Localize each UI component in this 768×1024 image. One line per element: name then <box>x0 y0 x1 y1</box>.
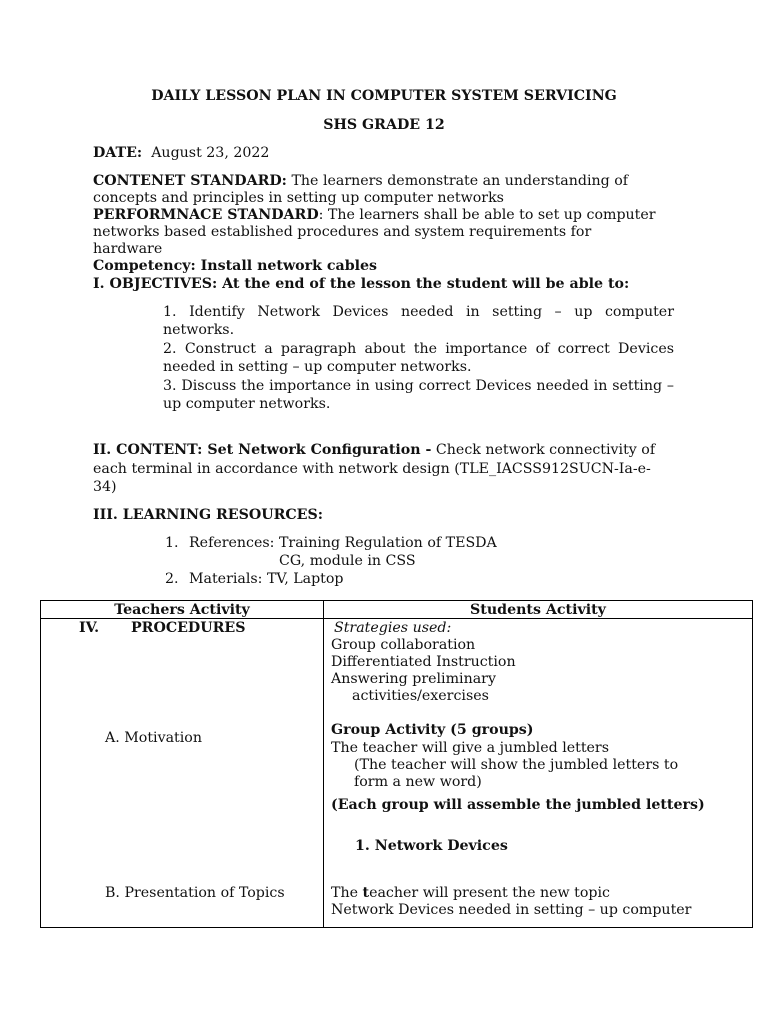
objective-item: 2. Construct a paragraph about the importance of correct Devices needed in setting – up computer networks. <box>163 340 674 376</box>
content-standard <box>93 173 628 207</box>
presentation-label: B. Presentation of Topics <box>105 885 285 901</box>
strategies-label: Strategies used: <box>334 620 452 636</box>
students-activity-cell <box>324 619 753 928</box>
performance-standard-text: : The learners shall be able to set up computer <box>318 207 656 223</box>
resource-item <box>165 571 344 587</box>
resource-text: Materials: TV, Laptop <box>189 571 344 587</box>
jumbled-note-2: form a new word) <box>354 774 482 790</box>
header-teachers-activity: Teachers Activity <box>41 601 324 619</box>
strategy-item: Differentiated Instruction <box>331 654 516 670</box>
jumbled-note: (The teacher will show the jumbled letters to <box>354 757 679 773</box>
teachers-activity-cell <box>41 619 324 928</box>
performance-standard-label: PERFORMNACE STANDARD <box>93 207 319 223</box>
presentation-text: The teacher will present the new topic <box>331 885 610 901</box>
resource-number: 1. <box>165 535 179 551</box>
performance-standard-text-2: networks based established procedures and system requirements for <box>93 224 592 240</box>
resource-item <box>165 535 497 551</box>
content-section <box>93 441 655 497</box>
header-students-activity: Students Activity <box>324 601 753 619</box>
objective-item: 3. Discuss the importance in using correct Devices needed in setting – up computer networks. <box>163 377 674 413</box>
procedures-number: IV. <box>79 620 100 636</box>
content-label: II. CONTENT: Set Network Configuration - <box>93 442 432 458</box>
presentation-text-2: Network Devices needed in setting – up computer <box>331 902 692 918</box>
objective-item: 1. Identify Network Devices needed in setting – up computer networks. <box>163 304 674 339</box>
jumbled-intro: The teacher will give a jumbled letters <box>331 740 610 756</box>
assemble-instruction: (Each group will assemble the jumbled letters) <box>331 797 705 813</box>
procedures-heading <box>79 620 245 636</box>
date-value: August 23, 2022 <box>151 145 270 161</box>
objectives-heading: I. OBJECTIVES: At the end of the lesson the student will be able to: <box>93 276 630 292</box>
resource-item: CG, module in CSS <box>279 553 416 569</box>
procedures-table <box>40 600 753 928</box>
objectives-list <box>163 303 674 413</box>
grade-level: SHS GRADE 12 <box>323 117 445 133</box>
performance-standard-text-3: hardware <box>93 241 163 257</box>
strategy-item: Answering preliminary <box>331 671 496 687</box>
document-title: DAILY LESSON PLAN IN COMPUTER SYSTEM SERVICING <box>151 88 617 104</box>
strategy-item: activities/exercises <box>352 688 489 704</box>
date-line <box>93 145 269 161</box>
resource-text: References: Training Regulation of TESDA <box>189 535 497 551</box>
content-text-2: each terminal in accordance with network design (TLE_IACSS912SUCN-Ia-e- <box>93 460 651 477</box>
content-text: Check network connectivity of <box>431 442 656 458</box>
content-standard-text: The learners demonstrate an understanding of <box>291 173 629 189</box>
performance-standard <box>93 207 656 258</box>
resource-number: 2. <box>165 571 179 587</box>
procedures-label: PROCEDURES <box>131 620 246 636</box>
content-standard-label: CONTENET STANDARD: <box>93 173 287 189</box>
group-activity: Group Activity (5 groups) <box>331 722 534 738</box>
network-devices-topic: 1. Network Devices <box>355 838 508 854</box>
strategy-item: Group collaboration <box>331 637 476 653</box>
motivation-label: A. Motivation <box>105 730 202 746</box>
content-standard-text-2: concepts and principles in setting up computer networks <box>93 190 504 206</box>
content-text-3: 34) <box>93 479 117 495</box>
date-label: DATE: <box>93 145 143 161</box>
competency: Competency: Install network cables <box>93 258 378 274</box>
resources-heading: III. LEARNING RESOURCES: <box>93 507 323 523</box>
